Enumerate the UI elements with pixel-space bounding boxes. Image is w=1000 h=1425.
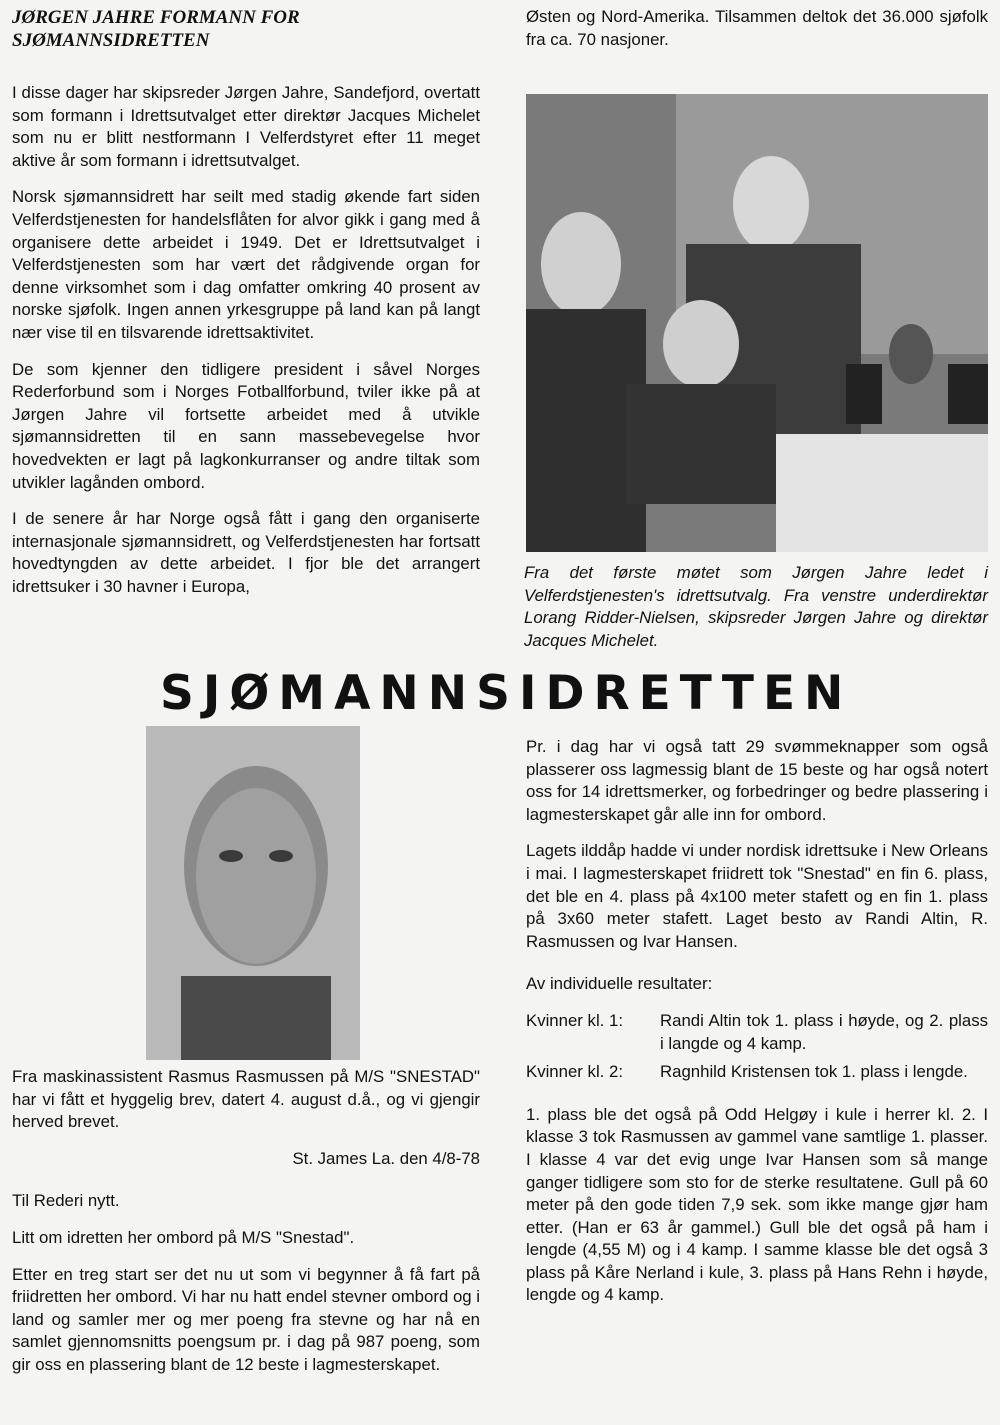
portrait-photo-illustration [146, 726, 360, 1060]
masthead-title: SJØMANNSIDRETTEN [160, 666, 853, 721]
result-row [526, 1010, 988, 1055]
letter-body: Pr. i dag har vi også tatt 29 svømmeknapper som også plasserer oss lagmessig blant de 15 beste og har også notert oss for 14 idrettsmerker, og forbedringer og bedre plassering i lagmesterskapet går alle inn for ombord. [526, 737, 988, 824]
article-heading: JØRGEN JAHRE FORMANN FOR SJØMANNSIDRETTEN [12, 7, 300, 51]
letter-left-column [12, 1066, 480, 1391]
photo-caption: Fra det første møtet som Jørgen Jahre ledet i Velferdstjenesten's idrettsutvalg. Fra venstre underdirektør Lorang Ridder-Nielsen, skipsreder Jørgen Jahre og direktør Jacques Michelet. [524, 563, 988, 650]
letter-body: Etter en treg start ser det nu ut som vi begynner å få fart på friidretten her ombord. Vi har nu hatt endel stevner ombord og i land og samler mer og mer poeng fra stevne og har nå en samlet gjennomsnitts poengsum pr. i dag på 987 poeng, som gir oss en plassering blant de 12 beste i lagmesterskapet. [12, 1264, 480, 1374]
letter-lead: Litt om idretten her ombord på M/S "Snestad". [12, 1227, 355, 1247]
result-label: Kvinner kl. 2: [526, 1062, 624, 1082]
portrait-photo [146, 726, 360, 1060]
result-label: Kvinner kl. 1: [526, 1010, 624, 1030]
article-right-column [526, 6, 988, 65]
article-left-column [12, 6, 480, 612]
article-continuation: Østen og Nord-Amerika. Tilsammen deltok det 36.000 sjøfolk fra ca. 70 nasjoner. [526, 7, 988, 49]
letter-body: Lagets ilddåp hadde vi under nordisk idrettsuke i New Orleans i mai. I lagmesterskapet friidrett tok "Snestad" en fin 6. plass, det ble en 4. plass på 4x100 meter stafett og en fin 1. plass på 3x60 meter stafett. Laget besto av Randi Altin, R. Rasmussen og Ivar Hansen. [526, 841, 988, 951]
article-paragraph: De som kjenner den tidligere president i såvel Norges Rederforbund som i Norges Fotballforbund, tviler ikke på at Jørgen Jahre vil fortsette arbeidet med å utvikle sjømannsidretten til en sann massebevegelse hvor hovedvekten er lagt på lagkonkurranser og andre tiltak som utvikler lagånden ombord. [12, 359, 480, 492]
group-photo-illustration [526, 94, 988, 552]
group-photo [526, 94, 988, 552]
result-row [526, 1061, 988, 1084]
results-heading: Av individuelle resultater: [526, 974, 713, 994]
article-paragraph: Norsk sjømannsidrett har seilt med stadig økende fart siden Velferdstjenesten for handelsflåten for alvor gikk i gang med å organisere dette arbeidet i 1949. Det er Idrettsutvalget i Velferdstjenesten som har vært det rådgivende organ for denne virksomhet som i dag omfatter omkring 40 prosent av norske sjøfolk. Ingen annen yrkesgruppe på land kan på langt nær vise til en tilsvarende idrettsaktivitet. [12, 187, 480, 342]
letter-closing: 1. plass ble det også på Odd Helgøy i kule i herrer kl. 2. I klasse 3 tok Rasmussen av gammel vane samtlige 1. plasser. I klasse 4 var det evig unge Ivar Hansen som så mange ganger tidligere som sto for de sterke resultatene. Gull på 60 meter på den gode tiden 7,9 sek. som ikke mange gjør ham etter. (Han er 63 år gammel.) Gull ble det også på ham i lengde (4,55 M) og i 4 kamp. I samme klasse ble det også 3 plass på Kåre Nerland i kule, 3. plass på Hans Rehn i høyde, lengde og 4 kamp. [526, 1104, 988, 1305]
result-text: Randi Altin tok 1. plass i høyde, og 2. plass i langde og 4 kamp. [660, 1010, 988, 1053]
letter-right-column [526, 736, 988, 1321]
article-paragraph: I disse dager har skipsreder Jørgen Jahre, Sandefjord, overtatt som formann i Idrettsutvalget etter direktør Jacques Michelet som nu er blitt nestformann I Velferdstyret efter 11 meget aktive år som formann i idrettsutvalget. [12, 83, 480, 170]
result-text: Ragnhild Kristensen tok 1. plass i lengde. [660, 1062, 968, 1082]
letter-salutation: Til Rederi nytt. [12, 1191, 120, 1211]
letter-dateline: St. James La. den 4/8-78 [292, 1148, 480, 1168]
letter-intro: Fra maskinassistent Rasmus Rasmussen på M/S "SNESTAD" har vi fått et hyggelig brev, datert 4. august d.å., og vi gjengir herved brevet. [12, 1067, 480, 1132]
article-paragraph: I de senere år har Norge også fått i gang den organiserte internasjonale sjømannsidrett, og Velferdstjenesten har fortsatt hovedtyngden av dette arbeidet. I fjor ble det arrangert idrettsuker i 30 havner i Europa, [12, 509, 480, 596]
